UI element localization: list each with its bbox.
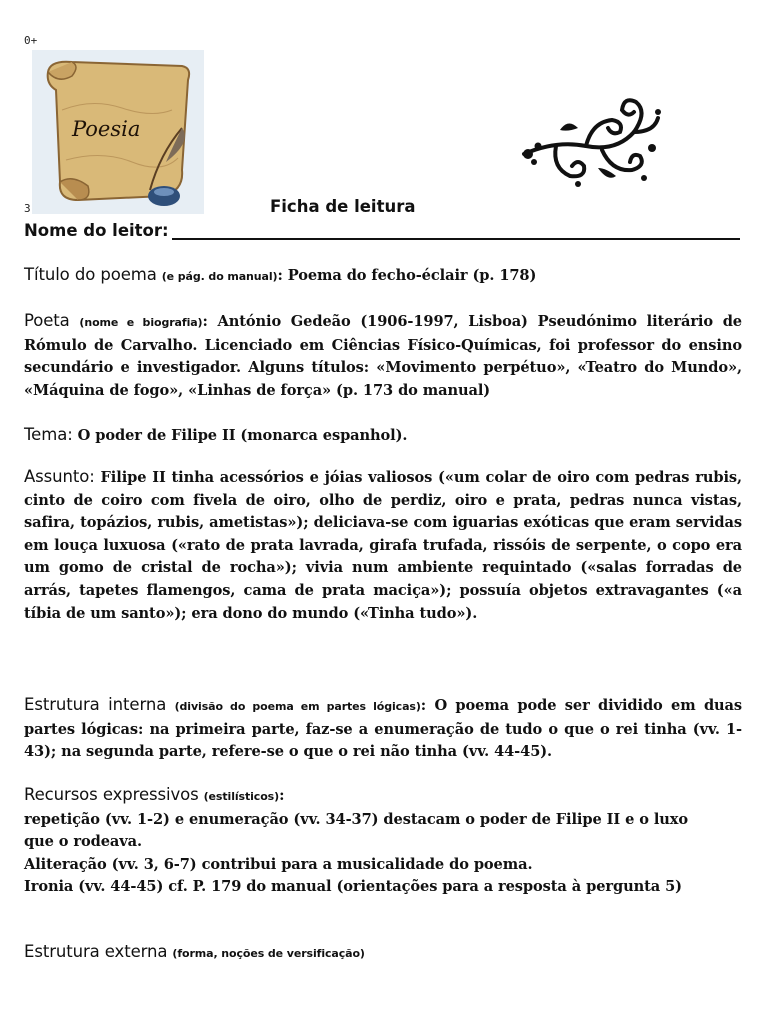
section-assunto bbox=[24, 466, 742, 625]
tema-value: O poder de Filipe II (monarca espanhol). bbox=[72, 427, 408, 444]
recursos-note: (estilísticos) bbox=[203, 790, 280, 803]
corner-mark-bottom: 3 bbox=[24, 202, 31, 215]
assunto-label: Assunto: bbox=[24, 467, 95, 486]
titulo-value: : Poema do fecho-éclair (p. 178) bbox=[277, 267, 537, 284]
floral-ornament bbox=[516, 92, 666, 192]
recursos-line-1: repetição (vv. 1-2) e enumeração (vv. 34-37) destacam o poder de Filipe II e o luxo que o rodeava. bbox=[24, 810, 689, 851]
poeta-label: Poeta bbox=[24, 311, 70, 330]
section-estrutura-interna bbox=[24, 694, 742, 764]
poetry-scroll-image bbox=[32, 50, 204, 214]
poeta-note: (nome e biografia) bbox=[79, 316, 203, 329]
titulo-note: (e pág. do manual) bbox=[161, 270, 278, 283]
section-poeta bbox=[24, 310, 742, 402]
estrutura-interna-note: (divisão do poema em partes lógicas) bbox=[174, 700, 421, 713]
section-estrutura-externa bbox=[24, 941, 742, 966]
reader-name-blank bbox=[172, 224, 740, 240]
sheet-title: Ficha de leitura bbox=[270, 197, 416, 216]
section-recursos bbox=[24, 784, 742, 899]
recursos-label: Recursos expressivos bbox=[24, 785, 199, 804]
estrutura-interna-label: Estrutura interna bbox=[24, 695, 167, 714]
poeta-value: : António Gedeão (1906-1997, Lisboa) Pseudónimo literário de Rómulo de Carvalho. Licenciado em Ciências Físico-Químicas, foi professor do ensino secundário e investigador. Alguns títulos: «Movimento perpétuo», «Teatro do Mundo», «Máquina de fogo», «Linhas de força» (p. 173 do manual) bbox=[24, 313, 742, 399]
reader-name-row bbox=[24, 221, 740, 240]
recursos-colon: : bbox=[279, 787, 285, 804]
reader-name-label: Nome do leitor: bbox=[24, 221, 169, 240]
estrutura-interna-value: : O poema pode ser dividido em duas partes lógicas: na primeira parte, faz-se a enumeração de tudo o que o rei tinha (vv. 1-43); na segunda parte, refere-se o que o rei não tinha (vv. 44-45). bbox=[24, 697, 743, 761]
section-titulo bbox=[24, 264, 742, 289]
estrutura-externa-label: Estrutura externa bbox=[24, 942, 168, 961]
recursos-heading bbox=[24, 784, 742, 809]
assunto-value: Filipe II tinha acessórios e jóias valiosos («um colar de oiro com pedras rubis, cinto de coiro com fivela de oiro, olho de perdiz, oiro e prata, pedras nunca vistas, safira, topázios, rubis, ametistas»); deliciava-se com iguarias exóticas que eram servidas em louça luxuosa («rato de prata lavrada, girafa trufada, rissóis de serpente, o copo era um gomo de cristal de rocha»); vivia num ambiente requintado («salas forradas de arrás, tapetes flamengos, cama de prata maciça»); possuía objetos extravagantes («a tíbia de um santo»); era dono do mundo («Tinha tudo»). bbox=[24, 469, 742, 622]
recursos-line-3: Ironia (vv. 44-45) cf. P. 179 do manual (orientações para a resposta à pergunta 5) bbox=[24, 878, 682, 896]
scroll-text: Poesia bbox=[72, 117, 141, 141]
estrutura-externa-note: (forma, noções de versificação) bbox=[172, 947, 365, 960]
corner-mark-top: 0+ bbox=[24, 34, 38, 47]
section-tema bbox=[24, 424, 742, 448]
recursos-line-2: Aliteração (vv. 3, 6-7) contribui para a musicalidade do poema. bbox=[24, 855, 533, 873]
tema-label: Tema: bbox=[24, 425, 73, 444]
titulo-label: Título do poema bbox=[24, 265, 157, 284]
